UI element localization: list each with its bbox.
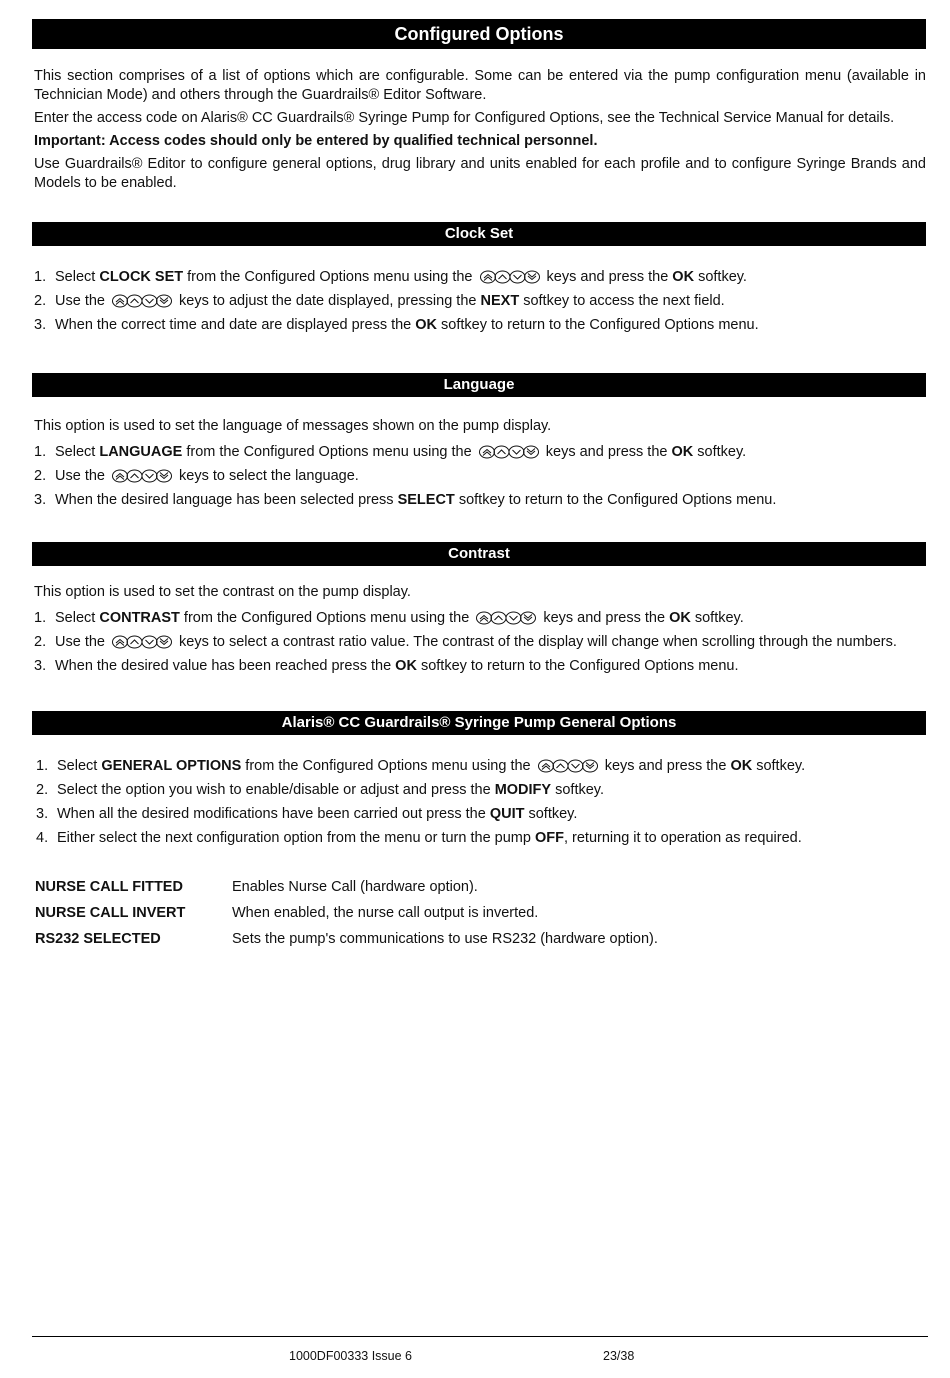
intro-section bbox=[34, 67, 926, 197]
step-number: 2. bbox=[34, 634, 47, 650]
scroll-keys-icon bbox=[112, 469, 172, 483]
list-item bbox=[34, 267, 926, 291]
step-text: When the correct time and date are displayed press the bbox=[55, 317, 416, 333]
list-item bbox=[36, 804, 928, 828]
step-text: Select bbox=[55, 444, 100, 460]
step-text: keys and press the bbox=[543, 610, 670, 626]
step-text: Use the bbox=[55, 634, 109, 650]
step-text: softkey to return to the Configured Options menu. bbox=[437, 317, 759, 333]
step-text: softkey. bbox=[551, 782, 605, 798]
intro-paragraph: Use Guardrails® Editor to configure general options, drug library and units enabled for each profile and to configure Syringe Brands and Models to be enabled. bbox=[34, 156, 926, 191]
section-heading-language: Language bbox=[32, 373, 926, 397]
list-item bbox=[34, 490, 926, 514]
step-text: Select bbox=[55, 269, 100, 285]
option-row bbox=[35, 877, 927, 903]
step-text: softkey to return to the Configured Options menu. bbox=[454, 492, 777, 508]
step-text: softkey to access the next field. bbox=[519, 293, 725, 309]
step-number: 3. bbox=[34, 492, 47, 508]
step-text: OFF bbox=[534, 830, 564, 846]
step-text: Select bbox=[55, 610, 100, 626]
footer-divider bbox=[32, 1336, 928, 1337]
general-options-steps bbox=[36, 756, 928, 852]
scroll-keys-icon bbox=[479, 445, 539, 459]
step-text: OK bbox=[730, 758, 753, 774]
step-number: 1. bbox=[34, 444, 47, 460]
page-title: Configured Options bbox=[32, 19, 926, 49]
step-text: CONTRAST bbox=[99, 610, 180, 626]
step-text: from the Configured Options menu using the bbox=[182, 444, 476, 460]
option-description: When enabled, the nurse call output is inverted. bbox=[232, 905, 539, 921]
list-item bbox=[34, 442, 926, 466]
scroll-keys-icon bbox=[480, 270, 540, 284]
step-text: OK bbox=[672, 269, 695, 285]
section-heading-contrast: Contrast bbox=[32, 542, 926, 566]
section-intro: This option is used to set the language of messages shown on the pump display. bbox=[34, 418, 552, 434]
list-item bbox=[36, 756, 928, 780]
step-number: 2. bbox=[36, 782, 49, 798]
options-table bbox=[35, 877, 927, 955]
important-note: Important: Access codes should only be entered by qualified technical personnel. bbox=[34, 133, 598, 149]
step-text: Use the bbox=[55, 293, 109, 309]
step-text: keys and press the bbox=[604, 758, 731, 774]
language-steps bbox=[34, 417, 926, 514]
intro-paragraph: Enter the access code on Alaris® CC Guardrails® Syringe Pump for Configured Options, see the Technical Service Manual for details. bbox=[34, 110, 895, 126]
list-item bbox=[34, 632, 926, 656]
step-number: 3. bbox=[34, 658, 47, 674]
step-number: 3. bbox=[34, 317, 47, 333]
step-text: keys to select the language. bbox=[179, 468, 359, 484]
step-text: OK bbox=[395, 658, 417, 674]
list-item bbox=[34, 315, 926, 339]
option-row bbox=[35, 903, 927, 929]
step-text: OK bbox=[415, 317, 438, 333]
step-text: GENERAL OPTIONS bbox=[101, 758, 242, 774]
clock-set-steps bbox=[34, 267, 926, 339]
step-text: keys and press the bbox=[545, 444, 672, 460]
list-item bbox=[34, 466, 926, 490]
step-text: OK bbox=[671, 444, 694, 460]
step-number: 2. bbox=[34, 468, 47, 484]
step-text: Select the option you wish to enable/disable or adjust and press the bbox=[57, 782, 495, 798]
scroll-keys-icon bbox=[476, 611, 536, 625]
step-text: softkey to return to the Configured Options menu. bbox=[416, 658, 739, 674]
step-number: 2. bbox=[34, 293, 47, 309]
step-text: softkey. bbox=[694, 269, 747, 285]
scroll-keys-icon bbox=[112, 294, 172, 308]
step-text: QUIT bbox=[489, 806, 525, 822]
scroll-keys-icon bbox=[538, 759, 598, 773]
step-text: , returning it to operation as required. bbox=[563, 830, 802, 846]
list-item bbox=[36, 828, 928, 852]
step-text: keys to adjust the date displayed, pressing the bbox=[179, 293, 481, 309]
option-row bbox=[35, 929, 927, 955]
list-item bbox=[34, 608, 926, 632]
intro-paragraph: This section comprises of a list of options which are configurable. Some can be entered via the pump configuration menu (available in Technician Mode) and others through the Guardrails® Editor Software. bbox=[34, 68, 926, 103]
step-text: OK bbox=[669, 610, 691, 626]
contrast-steps bbox=[34, 583, 926, 680]
scroll-keys-icon bbox=[112, 635, 172, 649]
option-name: RS232 SELECTED bbox=[35, 931, 161, 947]
document-id: 1000DF00333 Issue 6 bbox=[289, 1349, 413, 1363]
step-text: softkey. bbox=[524, 806, 578, 822]
step-text: from the Configured Options menu using the bbox=[183, 269, 477, 285]
step-text: softkey. bbox=[752, 758, 806, 774]
step-number: 1. bbox=[34, 610, 47, 626]
step-number: 1. bbox=[36, 758, 49, 774]
step-text: keys and press the bbox=[546, 269, 673, 285]
step-text: softkey. bbox=[690, 610, 744, 626]
section-heading-clock-set: Clock Set bbox=[32, 222, 926, 246]
section-heading-general-options: Alaris® CC Guardrails® Syringe Pump General Options bbox=[32, 711, 926, 735]
list-item bbox=[34, 656, 926, 680]
step-text: When all the desired modifications have been carried out press the bbox=[57, 806, 490, 822]
option-description: Enables Nurse Call (hardware option). bbox=[232, 879, 478, 895]
step-text: NEXT bbox=[480, 293, 520, 309]
step-text: MODIFY bbox=[494, 782, 552, 798]
step-text: When the desired language has been selected press bbox=[55, 492, 398, 508]
step-text: Select bbox=[57, 758, 102, 774]
option-name: NURSE CALL INVERT bbox=[35, 905, 186, 921]
step-text: Either select the next configuration option from the menu or turn the pump bbox=[57, 830, 535, 846]
list-item bbox=[36, 780, 928, 804]
step-number: 3. bbox=[36, 806, 49, 822]
option-name: NURSE CALL FITTED bbox=[35, 879, 183, 895]
step-text: from the Configured Options menu using the bbox=[241, 758, 535, 774]
step-text: LANGUAGE bbox=[99, 444, 183, 460]
step-number: 1. bbox=[34, 269, 47, 285]
step-text: from the Configured Options menu using the bbox=[179, 610, 474, 626]
section-intro: This option is used to set the contrast on the pump display. bbox=[34, 584, 411, 600]
step-text: keys to select a contrast ratio value. The contrast of the display will change when scrolling through the numbers. bbox=[179, 634, 897, 650]
list-item bbox=[34, 291, 926, 315]
step-text: CLOCK SET bbox=[99, 269, 184, 285]
step-text: softkey. bbox=[693, 444, 747, 460]
step-text: SELECT bbox=[397, 492, 455, 508]
step-number: 4. bbox=[36, 830, 49, 846]
step-text: When the desired value has been reached press the bbox=[55, 658, 396, 674]
step-text: Use the bbox=[55, 468, 109, 484]
option-description: Sets the pump's communications to use RS232 (hardware option). bbox=[232, 931, 658, 947]
page-number: 23/38 bbox=[603, 1349, 635, 1363]
